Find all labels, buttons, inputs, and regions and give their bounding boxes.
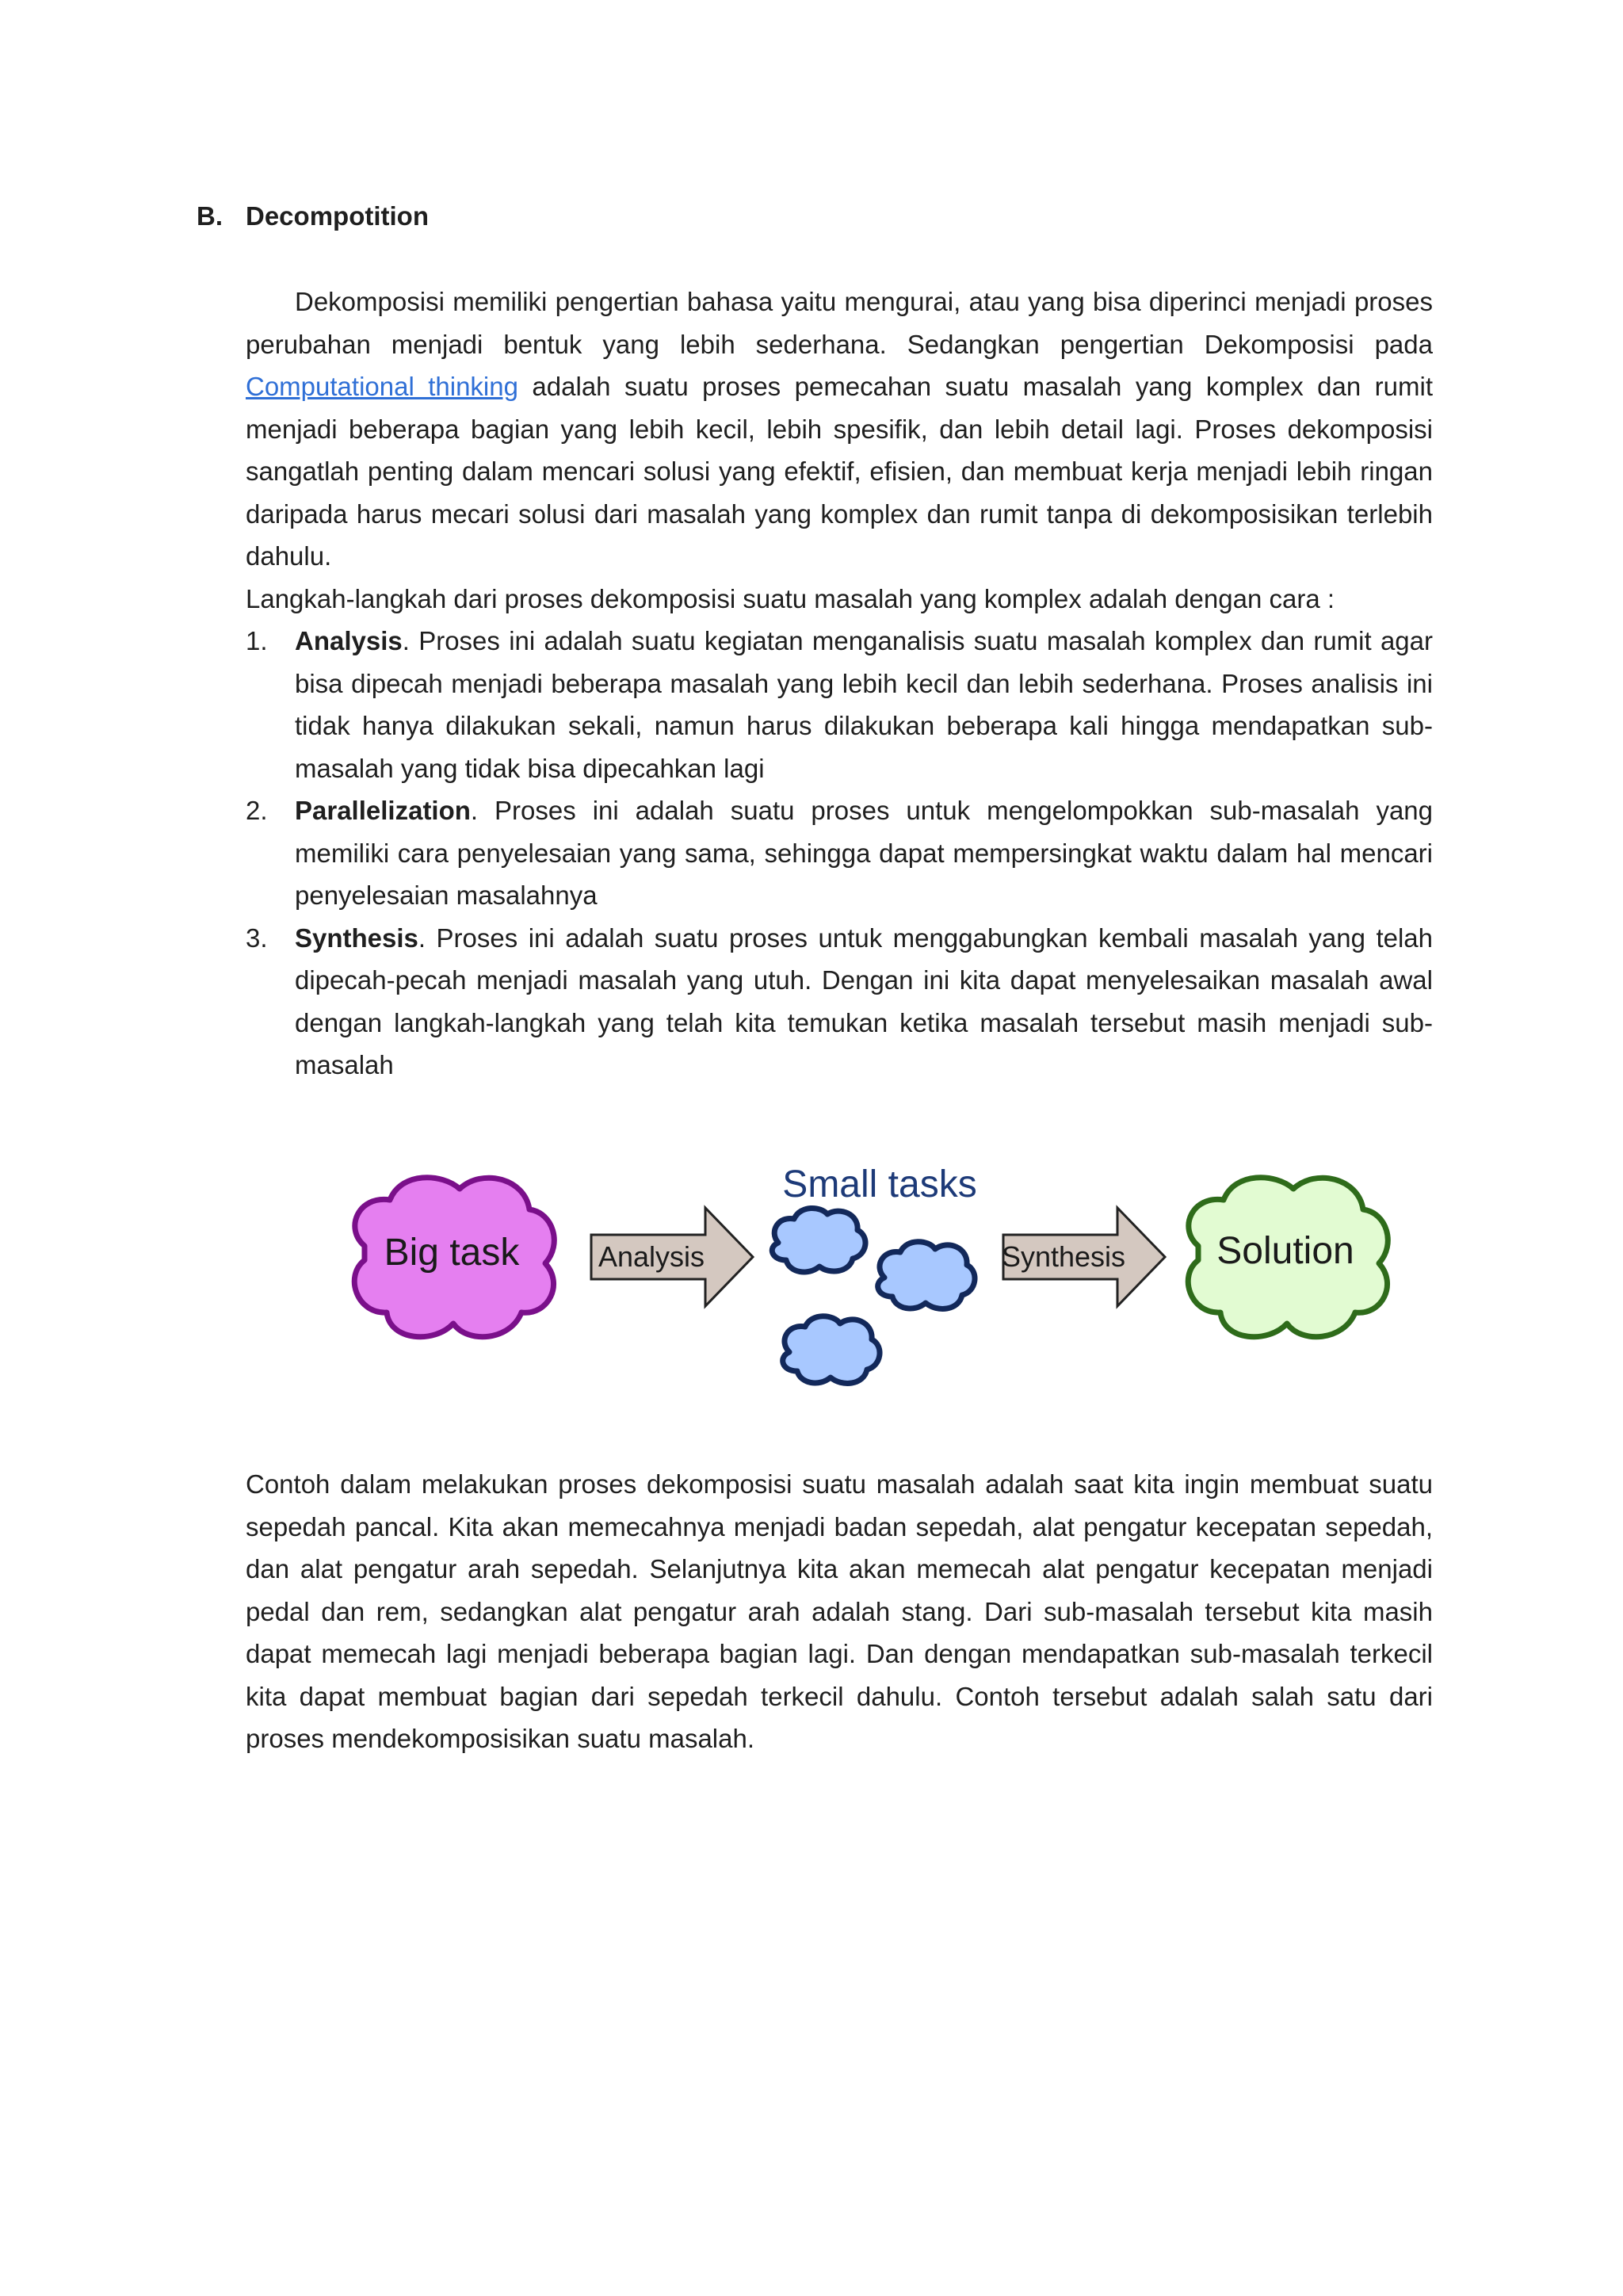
list-item <box>246 789 1433 917</box>
list-item <box>246 917 1433 1087</box>
intro-text-b: adalah suatu proses pemecahan suatu masalah yang komplex dan rumit menjadi beberapa bagian yang lebih kecil, lebih spesifik, dan lebih detail lagi. Proses dekomposisi sangatlah penting dalam mencari solusi yang efektif, efisien, dan membuat kerja menjadi lebih ringan daripada harus mecari solusi dari masalah yang komplex dan rumit tanpa di dekomposisikan terlebih dahulu. <box>246 372 1433 571</box>
decomposition-diagram <box>341 1157 1434 1427</box>
small-task-cloud <box>878 1242 975 1309</box>
intro-text-a: Dekomposisi memiliki pengertian bahasa yaitu mengurai, atau yang bisa diperinci menjadi proses perubahan menjadi bentuk yang lebih sederhana. Sedangkan pengertian Dekomposisi pada <box>246 287 1433 359</box>
big-task-label: Big task <box>384 1232 520 1274</box>
example-paragraph: Contoh dalam melakukan proses dekomposisi suatu masalah adalah saat kita ingin membuat suatu sepedah pancal. Kita akan memecahnya menjadi badan sepedah, alat pengatur kecepatan sepedah, dan alat pengatur arah sepedah. Selanjutnya kita akan memecah alat pengatur kecepatan menjadi pedal dan rem, sedangkan alat pengatur arah adalah stang. Dari sub-masalah tersebut kita masih dapat memecah lagi menjadi beberapa bagian lagi. Dan dengan mendapatkan sub-masalah terkecil kita dapat membuat bagian dari sepedah terkecil dahulu. Contoh tersebut adalah salah satu dari proses mendekomposisikan suatu masalah. <box>246 1469 1433 1753</box>
section-title: Decompotition <box>246 201 429 231</box>
synthesis-label: Synthesis <box>1001 1240 1126 1273</box>
small-task-cloud <box>783 1316 880 1384</box>
steps-list <box>246 620 1433 1087</box>
steps-intro: Langkah-langkah dari proses dekomposisi suatu masalah yang komplex adalah dengan cara : <box>246 583 1335 613</box>
step-text: . Proses ini adalah suatu kegiatan menganalisis suatu masalah komplex dan rumit agar bisa dipecah menjadi beberapa masalah yang lebih kecil dan lebih sederhana. Proses analisis ini tidak hanya dilakukan sekali, namun harus dilakukan beberapa kali hingga mendapatkan sub-masalah yang tidak bisa dipecahkan lagi <box>295 626 1433 783</box>
step-term: Synthesis <box>295 923 418 953</box>
list-number: 3. <box>246 923 268 953</box>
step-text: . Proses ini adalah suatu proses untuk menggabungkan kembali masalah yang telah dipecah-pecah menjadi masalah yang utuh. Dengan ini kita dapat menyelesaikan masalah awal dengan langkah-langkah yang telah kita temukan ketika masalah tersebut masih menjadi sub-masalah <box>295 923 1433 1079</box>
section-heading <box>197 198 429 235</box>
step-term: Analysis <box>295 626 403 655</box>
solution-label: Solution <box>1216 1230 1354 1272</box>
small-task-cloud <box>772 1208 865 1272</box>
computational-thinking-link[interactable]: Computational thinking <box>246 372 518 401</box>
example-section <box>246 1463 1433 1760</box>
list-item <box>246 620 1433 789</box>
step-term: Parallelization <box>295 796 471 825</box>
intro-section <box>246 281 1433 1087</box>
step-text: . Proses ini adalah suatu proses untuk mengelompokkan sub-masalah yang memiliki cara penyelesaian yang sama, sehingga dapat mempersingkat waktu dalam hal mencari penyelesaian masalahnya <box>295 796 1433 910</box>
list-number: 1. <box>246 626 268 655</box>
small-tasks-title: Small tasks <box>782 1163 977 1205</box>
intro-paragraph <box>246 281 1433 578</box>
section-number: B. <box>197 201 223 231</box>
analysis-label: Analysis <box>598 1240 705 1273</box>
list-number: 2. <box>246 796 268 825</box>
